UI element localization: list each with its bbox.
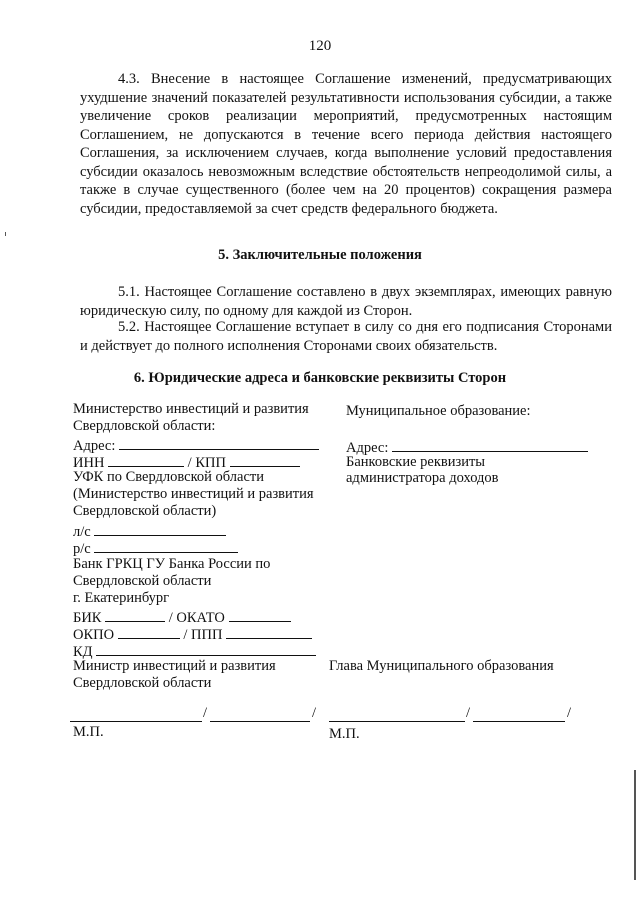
left-rs-field	[73, 538, 238, 558]
left-bank-line2: Свердловской области	[73, 573, 212, 589]
left-signature-slash-1: /	[203, 705, 208, 721]
left-address-blank	[119, 435, 319, 450]
right-bank-line1: Банковские реквизиты	[346, 454, 486, 470]
left-stamp-label: М.П.	[73, 724, 104, 740]
left-signer-line1: Министр инвестиций и развития	[73, 658, 276, 674]
left-bank-line1: Банк ГРКЦ ГУ Банка России по	[73, 556, 271, 572]
left-org-line2: Свердловской области:	[73, 418, 216, 434]
left-inn-blank	[108, 452, 184, 467]
page-number: 120	[308, 38, 332, 54]
left-kd-label: КД	[73, 644, 93, 660]
left-signature-slash-2: /	[312, 705, 317, 721]
left-org-line1: Министерство инвестиций и развития	[73, 401, 309, 417]
left-okpo-blank	[118, 624, 180, 639]
left-ls-label: л/с	[73, 524, 91, 540]
right-org: Муниципальное образование:	[346, 403, 531, 419]
left-bik-blank	[105, 607, 165, 622]
left-ufk-line3: Свердловской области)	[73, 503, 217, 519]
left-name-line	[210, 721, 310, 722]
right-address-blank	[392, 437, 588, 452]
left-kd-blank	[96, 641, 316, 656]
left-city: г. Екатеринбург	[73, 590, 170, 606]
left-rs-label: р/с	[73, 541, 91, 557]
left-ppp-label: / ППП	[183, 627, 223, 643]
scan-edge-mark	[634, 770, 636, 880]
right-name-line	[473, 721, 565, 722]
left-signature-line	[70, 721, 202, 722]
left-ppp-blank	[226, 624, 312, 639]
left-inn-label: ИНН	[73, 455, 105, 471]
left-ufk-line2: (Министерство инвестиций и развития	[73, 486, 314, 502]
right-address-label: Адрес:	[346, 440, 389, 456]
paragraph-4-3: 4.3. Внесение в настоящее Соглашение изменений, предусматривающих ухудшение значений показателей результативности использования субсидии, а также увеличение сроков реализации мероприятий, предусмотренных настоящим Соглашением, не допускаются в течение всего периода действия настоящего Соглашения, за исключением случаев, когда выполнение условий предоставления субсидии оказалось невозможным вследствие обстоятельств непреодолимой силы, а также в случае существенного (более чем на 20 процентов) сокращения размера субсидии, предоставляемой за счет средств федерального бюджета.	[80, 71, 612, 217]
left-signer-line2: Свердловской области	[73, 675, 212, 691]
paragraph-5-1: 5.1. Настоящее Соглашение составлено в двух экземплярах, имеющих равную юридическую силу, по одному для каждой из Сторон.	[80, 284, 612, 319]
right-signature-line	[329, 721, 465, 722]
left-kpp-blank	[230, 452, 300, 467]
left-ls-blank	[94, 521, 226, 536]
section-5-heading: 5. Заключительные положения	[218, 247, 422, 263]
left-rs-blank	[94, 538, 238, 553]
left-okpo-label: ОКПО	[73, 627, 115, 643]
left-bik-label: БИК	[73, 610, 102, 626]
right-signature-slash-2: /	[567, 705, 572, 721]
left-okato-label: / ОКАТО	[168, 610, 225, 626]
scan-dot-mark	[5, 232, 6, 236]
left-address-label: Адрес:	[73, 438, 116, 454]
right-signer: Глава Муниципального образования	[329, 658, 554, 674]
left-ufk-line1: УФК по Свердловской области	[73, 469, 264, 485]
right-bank-line2: администратора доходов	[346, 470, 499, 486]
section-6-heading: 6. Юридические адреса и банковские реквизиты Сторон	[133, 370, 507, 386]
left-kpp-label: / КПП	[187, 455, 226, 471]
right-signature-slash-1: /	[466, 705, 471, 721]
left-okato-blank	[229, 607, 291, 622]
paragraph-5-2: 5.2. Настоящее Соглашение вступает в силу со дня его подписания Сторонами и действует до полного исполнения Сторонами своих обязательств.	[80, 319, 612, 354]
right-stamp-label: М.П.	[329, 726, 360, 742]
